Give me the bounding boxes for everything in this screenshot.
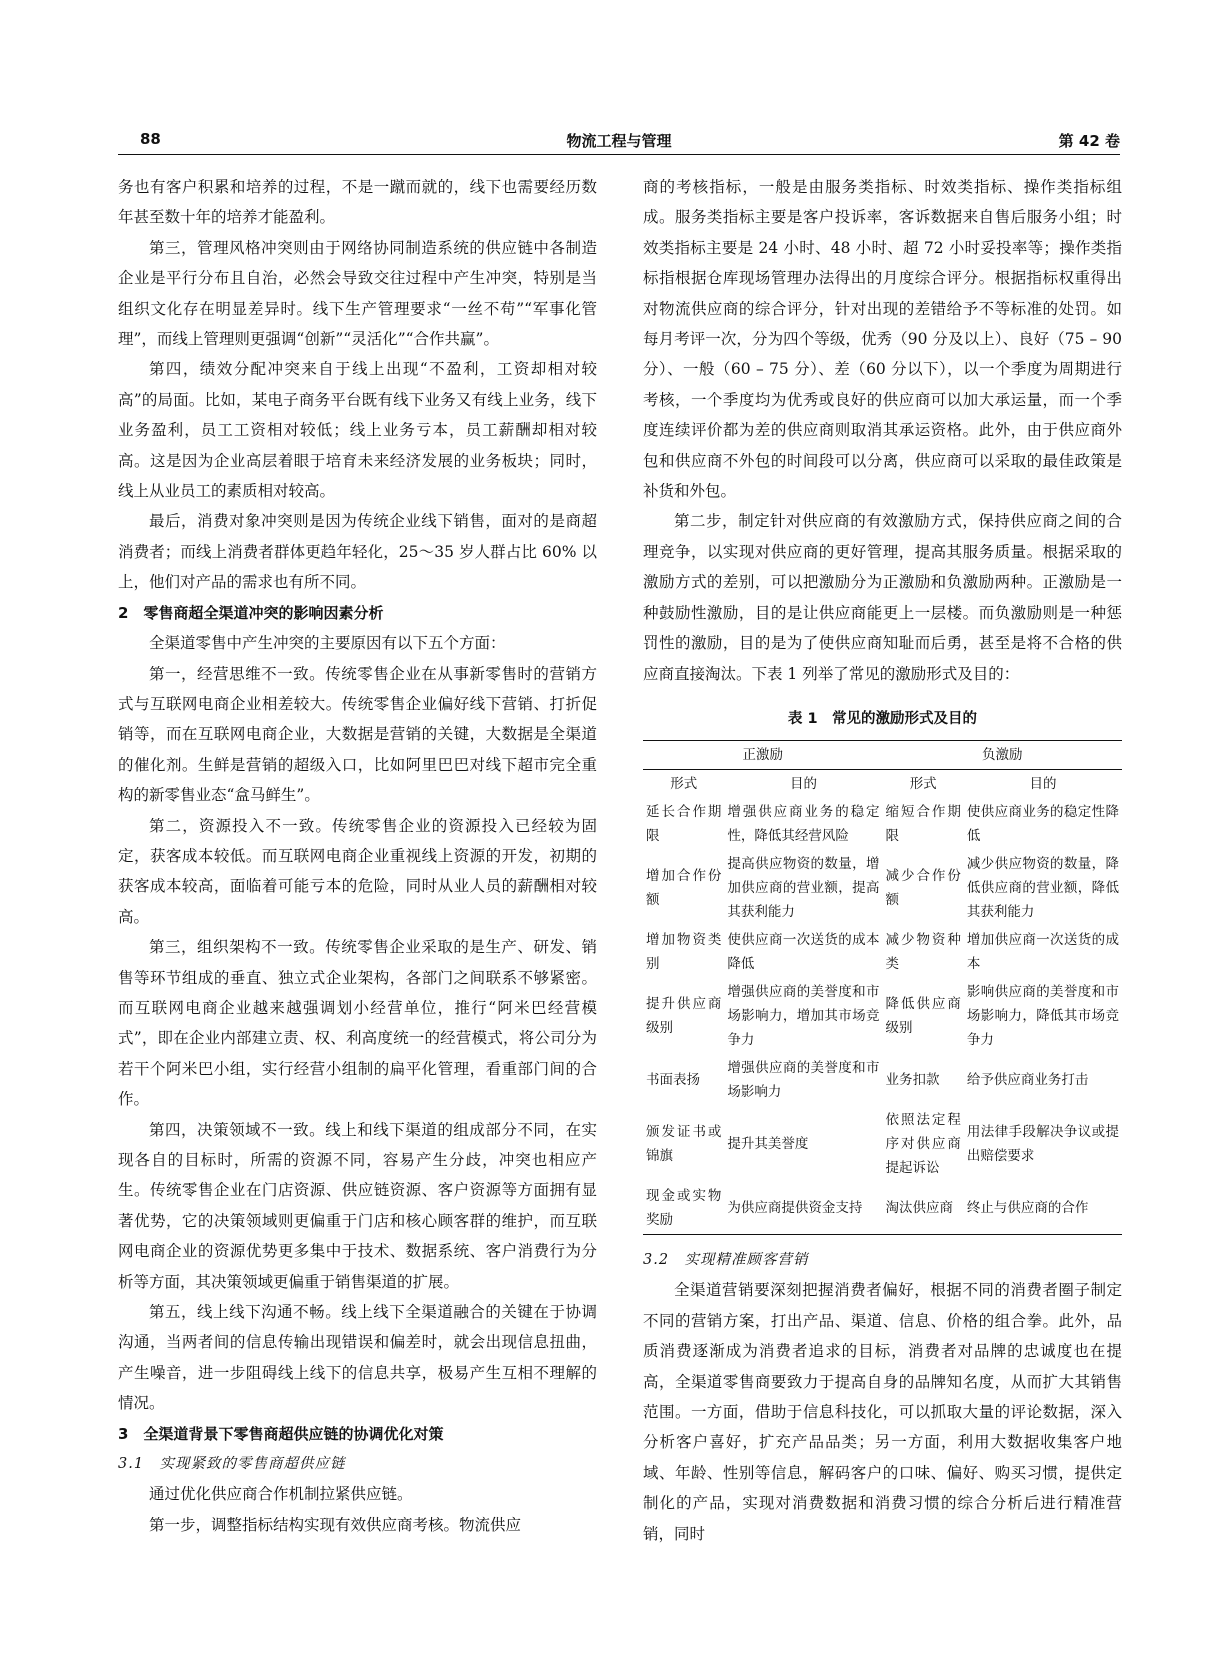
paragraph: 第一，经营思维不一致。传统零售企业在从事新零售时的营销方式与互联网电商企业相差较大。传统零售企业偏好线下营销、打折促销等，而在互联网电商企业，大数据是营销的关键，大数据是全渠道的催化剂。生鲜是营销的超级入口，比如阿里巴巴对线下超市完全重构的新零售业态“盒马鲜生”。 [118,664,597,805]
table-cell: 提高供应物资的数量，增加供应商的营业额，提高其获利能力 [727,855,880,920]
table-cell: 增加供应商一次送货的成本 [966,931,1119,972]
table-cell: 缩短合作期限 [885,803,961,844]
table-cell: 减少物资种类 [885,931,961,972]
paragraph: 务也有客户积累和培养的过程，不是一蹴而就的，线下也需要经历数年甚至数十年的培养才能盈利。 [118,178,597,227]
table-cell: 淘汰供应商 [882,1182,963,1235]
paragraph: 第四，决策领域不一致。线上和线下渠道的组成部分不同，在实现各自的目标时，所需的资源不同，容易产生分歧，冲突也相应产生。传统零售企业在门店资源、供应链资源、客户资源等方面拥有显著优势，它的决策领域则更偏重于门店和核心顾客群的维护，而互联网电商企业的资源优势更多集中于技术、数据系统、客户消费行为分析等方面，其决策领域更偏重于销售渠道的扩展。 [118,1120,597,1291]
table-spacer [643,1235,1122,1245]
table-header-form: 形式 [909,775,937,792]
table-cell: 现金或实物奖励 [643,1182,724,1235]
paragraph: 全渠道营销要深刻把握消费者偏好，根据不同的消费者圈子制定不同的营销方案，打出产品、渠道、信息、价格的组合拳。此外，品质消费逐渐成为消费者追求的目标，消费者对品牌的忠诚度也在提高，全渠道零售商要致力于提高自身的品牌知名度，从而扩大其销售范围。一方面，借助于信息科技化，可以抓取大量的评论数据，深入分析客户喜好，扩充产品品类；另一方面，利用大数据收集客户地域、年龄、性别等信息，解码客户的口味、偏好、购买习惯，提供定制化的产品，实现对消费数据和消费习惯的综合分析后进行精准营销，同时 [643,1281,1122,1543]
table-row [643,1106,1122,1182]
table-cell: 增加合作份额 [646,867,722,908]
left-column [118,172,597,1540]
table-header-purpose: 目的 [1029,775,1057,792]
table-row [643,978,1122,1054]
table-cell: 延长合作期限 [646,803,722,844]
table-cell: 影响供应商的美誉度和市场影响力，降低其市场竞争力 [966,983,1119,1048]
table-cell: 为供应商提供资金支持 [724,1182,882,1235]
table-cell: 书面表扬 [646,1071,700,1088]
table-group-negative: 负激励 [882,740,1122,769]
header-rule [118,154,1120,155]
paragraph: 全渠道零售中产生冲突的主要原因有以下五个方面： [149,634,506,653]
section-heading-2: 2 零售商超全渠道冲突的影响因素分析 [118,603,384,622]
page-number: 88 [140,130,161,148]
table-row [643,926,1122,978]
paragraph: 第二，资源投入不一致。传统零售企业的资源投入已经较为固定，获客成本较低。而互联网电商企业重视线上资源的开发，初期的获客成本较高，面临着可能亏本的危险，同时从业人员的薪酬相对较高。 [118,816,597,926]
paragraph: 第一步，调整指标结构实现有效供应商考核。物流供应 [149,1515,522,1534]
table-cell: 使供应商一次送货的成本降低 [727,931,880,972]
table-cell: 降低供应商级别 [885,995,961,1036]
table-row [643,798,1122,850]
right-column [643,172,1122,1549]
section-heading-3: 3 全渠道背景下零售商超供应链的协调优化对策 [118,1424,444,1443]
paragraph: 第二步，制定针对供应商的有效激励方式，保持供应商之间的合理竞争，以实现对供应商的更好管理，提高其服务质量。根据采取的激励方式的差别，可以把激励分为正激励和负激励两种。正激励是一种鼓励性激励，目的是让供应商能更上一层楼。而负激励则是一种惩罚性的激励，目的是为了使供应商知耻而后勇，甚至是将不合格的供应商直接淘汰。下表 1 列举了常见的激励形式及目的： [643,512,1122,683]
volume-label: 第 42 卷 [1058,132,1120,150]
paragraph: 通过优化供应商合作机制拉紧供应链。 [149,1485,413,1504]
table-row [643,1182,1122,1235]
paragraph: 最后，消费对象冲突则是因为传统企业线下销售，面对的是商超消费者；而线上消费者群体更趋年轻化，25～35 岁人群占比 60% 以上，他们对产品的需求也有所不同。 [118,512,597,592]
subsection-heading-3-2: 3.2 实现精准顾客营销 [643,1251,809,1268]
table-group-positive: 正激励 [643,740,882,769]
table-cell: 给予供应商业务打击 [966,1071,1089,1088]
table-cell: 提升其美誉度 [727,1135,809,1152]
paragraph: 第五，线上线下沟通不畅。线上线下全渠道融合的关键在于协调沟通，当两者间的信息传输出现错误和偏差时，就会出现信息扭曲，产生噪音，进一步阻碍线上线下的信息共享，极易产生互相不理解的情况。 [118,1303,597,1413]
table-cell: 增强供应商业务的稳定性，降低其经营风险 [727,803,880,844]
table-row [643,1054,1122,1106]
table-cell: 提升供应商级别 [646,995,722,1036]
table-cell: 减少供应物资的数量，降低供应商的营业额，降低其获利能力 [966,855,1119,920]
paragraph: 第三，管理风格冲突则由于网络协同制造系统的供应链中各制造企业是平行分布且自治，必然会导致交往过程中产生冲突，特别是当组织文化存在明显差异时。线下生产管理要求“一丝不苟”“军事化管理”，而线上管理则更强调“创新”“灵活化”“合作共赢”。 [118,238,597,349]
table-cell: 终止与供应商的合作 [964,1182,1122,1235]
table-header-purpose: 目的 [789,775,817,792]
table-cell: 颁发证书或锦旗 [646,1123,722,1164]
running-header [118,126,1120,154]
table-cell: 业务扣款 [885,1071,940,1088]
paragraph: 商的考核指标，一般是由服务类指标、时效类指标、操作类指标组成。服务类指标主要是客户投诉率，客诉数据来自售后服务小组；时效类指标主要是 24 小时、48 小时、超 72 小时妥投率等；操作类指标指根据仓库现场管理办法得出的月度综合评分。根据指标权重得出对物流供应商的综合评分，针对出现的差错给予不等标准的处罚。如每月考评一次，分为四个等级，优秀（90 分及以上）、良好（75 – 90 分）、一般（60 – 75 分）、差（60 分以下），以一个季度为周期进行考核，一个季度均为优秀或良好的供应商可以加大承运量，而一个季度连续评价都为差的供应商则取消其承运资格。此外，由于供应商外包和供应商不外包的时间段可以分离，供应商可以采取的最佳政策是补货和外包。 [643,178,1122,501]
table-cell: 增强供应商的美誉度和市场影响力，增加其市场竞争力 [727,983,880,1048]
table-row [643,850,1122,926]
table-header-form: 形式 [670,775,698,792]
paragraph: 第三，组织架构不一致。传统零售企业采取的是生产、研发、销售等环节组成的垂直、独立式企业架构，各部门之间联系不够紧密。而互联网电商企业越来越强调划小经营单位，推行“阿米巴经营模式”，即在企业内部建立责、权、利高度统一的经营模式，将公司分为若干个阿米巴小组，实行经营小组制的扁平化管理，看重部门间的合作。 [118,938,597,1109]
table-cell: 使供应商业务的稳定性降低 [966,803,1119,844]
table-cell: 增强供应商的美誉度和市场影响力 [727,1059,880,1100]
paragraph: 第四，绩效分配冲突来自于线上出现“不盈利，工资却相对较高”的局面。比如，某电子商务平台既有线下业务又有线上业务，线下业务盈利，员工工资相对较低；线上业务亏本，员工薪酬却相对较高。这是因为企业高层着眼于培育未来经济发展的业务板块；同时，线上从业员工的素质相对较高。 [118,360,597,501]
incentive-table [643,740,1122,1235]
table-cell: 增加物资类别 [646,931,722,972]
subsection-heading-3-1: 3.1 实现紧致的零售商超供应链 [118,1456,346,1473]
table-cell: 依照法定程序对供应商提起诉讼 [885,1111,961,1176]
table-cell: 减少合作份额 [885,867,961,908]
table-caption: 表 1 常见的激励形式及目的 [787,710,978,727]
table-cell: 用法律手段解决争议或提出赔偿要求 [966,1123,1119,1164]
journal-title: 物流工程与管理 [566,132,672,150]
